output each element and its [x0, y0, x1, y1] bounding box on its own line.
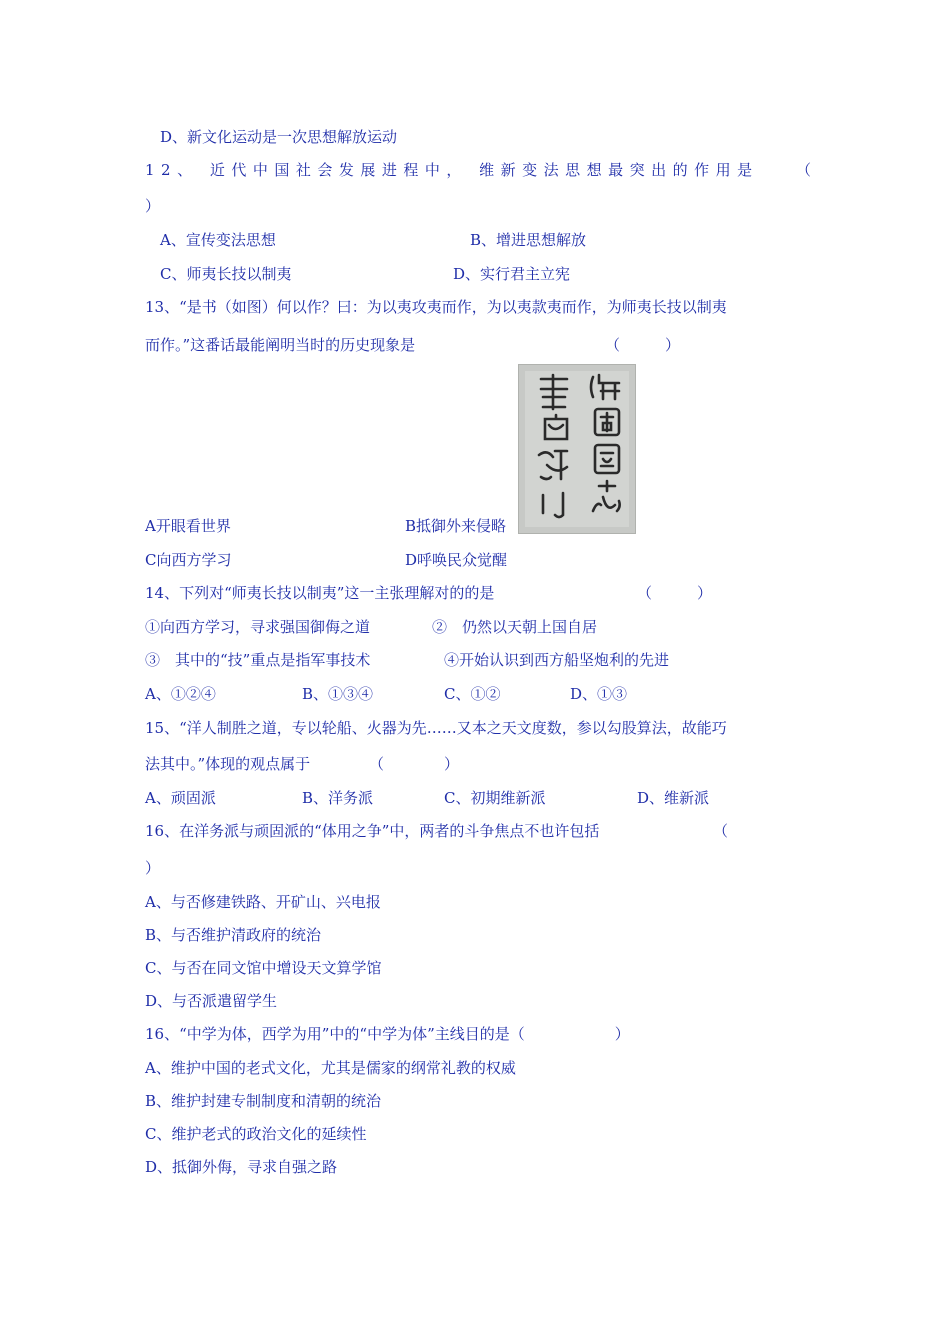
- q16b-option-a: A、维护中国的老式文化，尤其是儒家的纲常礼教的权威: [145, 1059, 516, 1077]
- q12-stem: 12、 近代中国社会发展进程中， 维新变法思想最突出的作用是: [145, 161, 759, 179]
- q15-stem-line1: 15、“洋人制胜之道，专以轮船、火器为先……又本之天文度数，参以勾股算法，故能巧: [145, 719, 727, 737]
- q15-answer-paren: （ ）: [369, 755, 460, 773]
- q13-option-d: D呼唤民众觉醒: [405, 551, 508, 569]
- q16a-paren-open: （: [713, 822, 729, 840]
- q12-option-c: C、师夷长技以制夷: [160, 265, 292, 283]
- q13-option-b: B抵御外来侵略: [405, 517, 507, 535]
- book-cover-image: [518, 364, 636, 534]
- q15-stem-line2: 法其中。”体现的观点属于: [145, 755, 311, 773]
- q13-answer-paren: （ ）: [605, 336, 681, 354]
- q14-option-a: A、①②④: [145, 685, 216, 703]
- q12-paren-open: （: [796, 161, 812, 179]
- q15-option-d: D、维新派: [637, 789, 710, 807]
- q13-stem-line2: 而作。”这番话最能阐明当时的历史现象是: [145, 336, 416, 354]
- q14-item-3: ③ 其中的“技”重点是指军事技术: [145, 651, 371, 669]
- seal-script-book-cover-icon: [519, 365, 635, 533]
- q15-option-a: A、顽固派: [145, 789, 216, 807]
- q16b-stem: 16、“中学为体，西学为用”中的“中学为体”主线目的是（ ）: [145, 1025, 630, 1043]
- q16a-option-a: A、与否修建铁路、开矿山、兴电报: [145, 893, 381, 911]
- q16a-option-d: D、与否派遣留学生: [145, 992, 278, 1010]
- q12-option-d: D、实行君主立宪: [453, 265, 571, 283]
- q14-item-1: ①向西方学习，寻求强国御侮之道: [145, 618, 371, 636]
- q16b-option-b: B、维护封建专制制度和清朝的统治: [145, 1092, 382, 1110]
- q12-paren-close: ）: [145, 197, 161, 215]
- q16a-paren-close: ）: [145, 859, 161, 877]
- q16a-option-c: C、与否在同文馆中增设天文算学馆: [145, 959, 382, 977]
- q16a-stem: 16、在洋务派与顽固派的“体用之争”中，两者的斗争焦点不也许包括: [145, 822, 600, 840]
- q15-option-c: C、初期维新派: [444, 789, 546, 807]
- q13-option-c: C向西方学习: [145, 551, 232, 569]
- q12-option-b: B、增进思想解放: [470, 231, 587, 249]
- q16b-option-c: C、维护老式的政治文化的延续性: [145, 1125, 367, 1143]
- q14-stem: 14、下列对“师夷长技以制夷”这一主张理解对的的是: [145, 584, 495, 602]
- q12-option-a: A、宣传变法思想: [160, 231, 276, 249]
- q16a-option-b: B、与否维护清政府的统治: [145, 926, 322, 944]
- q14-item-2: ② 仍然以天朝上国自居: [432, 618, 598, 636]
- q16b-option-d: D、抵御外侮，寻求自强之路: [145, 1158, 338, 1176]
- q13-option-a: A开眼看世界: [145, 517, 231, 535]
- q14-option-d: D、①③: [570, 685, 628, 703]
- q13-stem-line1: 13、“是书（如图）何以作？曰：为以夷攻夷而作，为以夷款夷而作，为师夷长技以制夷: [145, 298, 727, 316]
- q14-answer-paren: （ ）: [637, 584, 713, 602]
- q14-option-c: C、①②: [444, 685, 501, 703]
- q11-option-d: D、新文化运动是一次思想解放运动: [160, 128, 398, 146]
- q14-item-4: ④开始认识到西方船坚炮利的先进: [444, 651, 670, 669]
- q14-option-b: B、①③④: [302, 685, 374, 703]
- q15-option-b: B、洋务派: [302, 789, 374, 807]
